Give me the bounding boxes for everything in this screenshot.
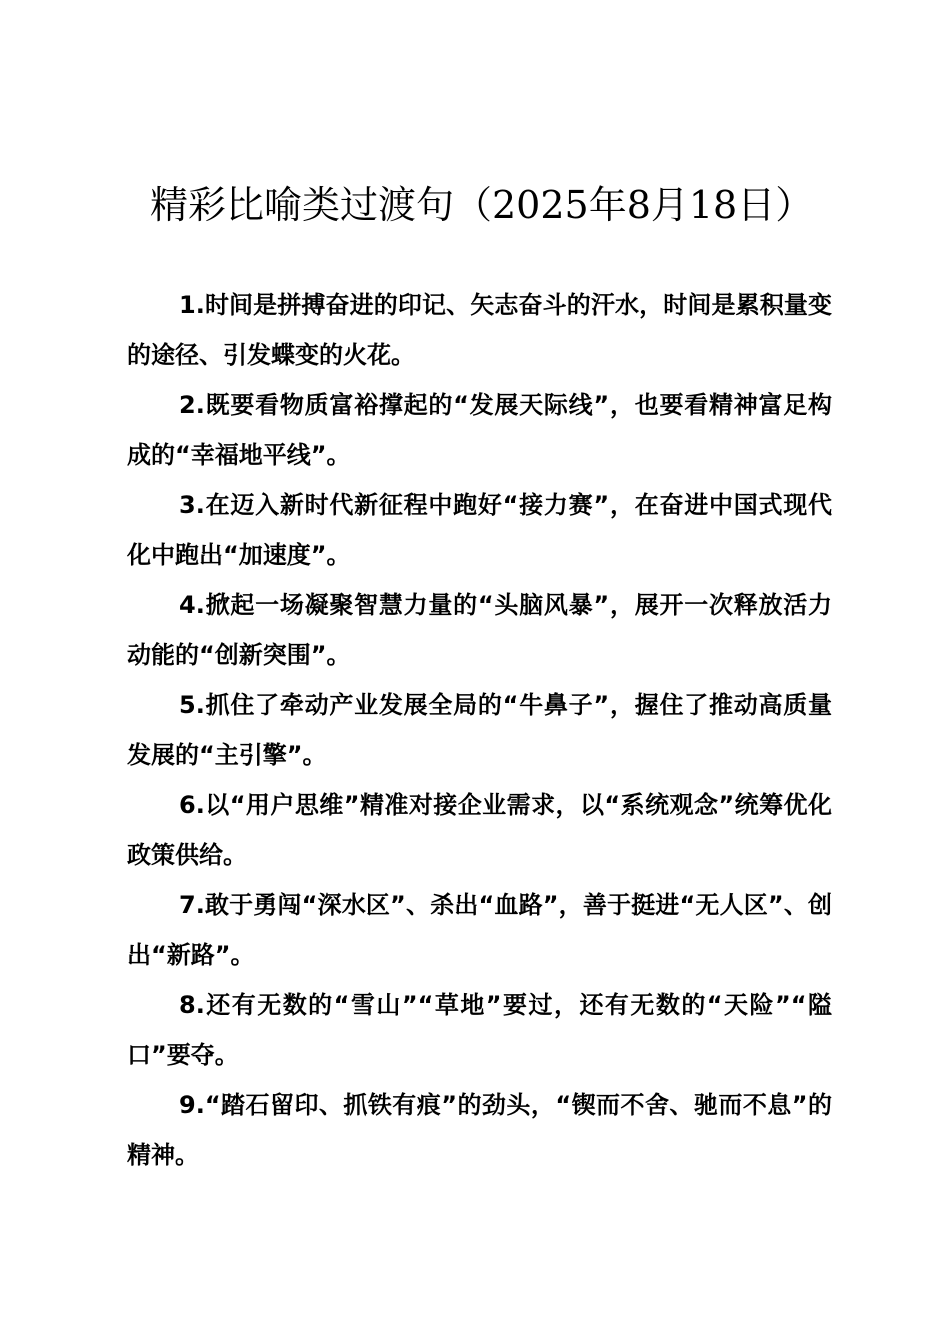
paragraph-9: 9.“踏石留印、抓铁有痕”的劲头，“锲而不舍、驰而不息”的精神。 — [127, 1091, 832, 1169]
paragraph-3: 3.在迈入新时代新征程中跑好“接力赛”，在奋进中国式现代化中跑出“加速度”。 — [127, 491, 832, 569]
paragraph-8: 8.还有无数的“雪山”“草地”要过，还有无数的“天险”“隘口”要夺。 — [127, 991, 832, 1069]
paragraph-4: 4.掀起一场凝聚智慧力量的“头脑风暴”，展开一次释放活力动能的“创新突围”。 — [127, 591, 832, 669]
paragraph-2: 2.既要看物质富裕撑起的“发展天际线”，也要看精神富足构成的“幸福地平线”。 — [127, 391, 832, 469]
paragraph-1: 1.时间是拼搏奋进的印记、矢志奋斗的汗水，时间是累积量变的途径、引发蝶变的火花。 — [127, 291, 832, 369]
document-body — [127, 280, 832, 1180]
paragraph-7: 7.敢于勇闯“深水区”、杀出“血路”，善于挺进“无人区”、创出“新路”。 — [127, 891, 832, 969]
paragraph-5: 5.抓住了牵动产业发展全局的“牛鼻子”，握住了推动高质量发展的“主引擎”。 — [127, 691, 832, 769]
paragraph-6: 6.以“用户思维”精准对接企业需求，以“系统观念”统筹优化政策供给。 — [127, 791, 832, 869]
document-title: 精彩比喻类过渡句（2025年8月18日） — [150, 183, 814, 227]
